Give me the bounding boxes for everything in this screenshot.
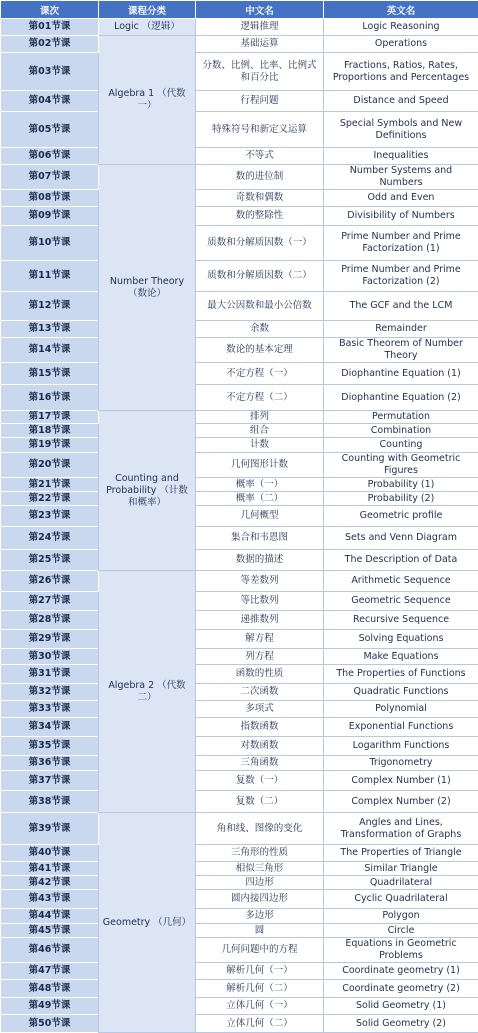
chinese-name: 多边形: [196, 909, 324, 924]
chinese-name: 数的进位制: [196, 165, 324, 190]
table-row: [1, 684, 478, 701]
lesson-number: 第42节课: [1, 876, 99, 890]
table-row: [1, 771, 478, 791]
chinese-name: 立体几何（一）: [196, 998, 324, 1015]
table-row: [1, 527, 478, 550]
table-row: [1, 737, 478, 756]
lesson-number: 第10节课: [1, 226, 99, 261]
table-row: [1, 938, 478, 963]
chinese-name: 分数、比例、比率、比例式和百分比: [196, 53, 324, 91]
english-name: Geometric profile: [324, 506, 478, 527]
chinese-name: 指数函数: [196, 718, 324, 737]
lesson-number: 第30节课: [1, 649, 99, 665]
lesson-number: 第31节课: [1, 665, 99, 684]
chinese-name: 计数: [196, 438, 324, 453]
english-name: Exponential Functions: [324, 718, 478, 737]
chinese-name: 不等式: [196, 148, 324, 165]
chinese-name: 集合和韦恩图: [196, 527, 324, 550]
table-row: [1, 385, 478, 411]
english-name: Operations: [324, 36, 478, 53]
english-name: Angles and Lines, Transformation of Graphs: [324, 813, 478, 845]
english-name: Polygon: [324, 909, 478, 924]
category-cell: Number Theory （数论）: [99, 165, 196, 411]
chinese-name: 数的整除性: [196, 207, 324, 226]
chinese-name: 解析几何（二）: [196, 980, 324, 998]
table-row: [1, 53, 478, 91]
table-row: [1, 813, 478, 845]
chinese-name: 等比数列: [196, 592, 324, 611]
table-row: [1, 338, 478, 363]
category-cell: Algebra 1 （代数一）: [99, 36, 196, 165]
english-name: The GCF and the LCM: [324, 292, 478, 321]
table-row: [1, 363, 478, 385]
lesson-number: 第41节课: [1, 862, 99, 876]
lesson-number: 第39节课: [1, 813, 99, 845]
chinese-name: 排列: [196, 411, 324, 424]
chinese-name: 解方程: [196, 630, 324, 649]
lesson-number: 第38节课: [1, 791, 99, 813]
english-name: Probability (2): [324, 492, 478, 506]
english-name: Permutation: [324, 411, 478, 424]
english-name: Geometric Sequence: [324, 592, 478, 611]
english-name: Complex Number (1): [324, 771, 478, 791]
table-row: [1, 924, 478, 938]
chinese-name: 最大公因数和最小公倍数: [196, 292, 324, 321]
lesson-number: 第48节课: [1, 980, 99, 998]
chinese-name: 复数（一）: [196, 771, 324, 791]
table-row: [1, 492, 478, 506]
table-header-row: [1, 1, 478, 19]
lesson-number: 第33节课: [1, 701, 99, 718]
lesson-number: 第05节课: [1, 112, 99, 148]
header-english-name: 英文名: [324, 1, 478, 19]
table-row: [1, 592, 478, 611]
lesson-number: 第49节课: [1, 998, 99, 1015]
english-name: Arithmetic Sequence: [324, 571, 478, 592]
english-name: Trigonometry: [324, 756, 478, 771]
chinese-name: 三角函数: [196, 756, 324, 771]
english-name: Diophantine Equation (1): [324, 363, 478, 385]
table-row: [1, 998, 478, 1015]
chinese-name: 基础运算: [196, 36, 324, 53]
english-name: Quadrilateral: [324, 876, 478, 890]
lesson-number: 第32节课: [1, 684, 99, 701]
english-name: Special Symbols and New Definitions: [324, 112, 478, 148]
chinese-name: 几何概型: [196, 506, 324, 527]
chinese-name: 概率（一）: [196, 478, 324, 492]
table-body: [1, 19, 478, 1033]
english-name: Prime Number and Prime Factorization (2): [324, 261, 478, 292]
table-row: [1, 453, 478, 478]
header-chinese-name: 中文名: [196, 1, 324, 19]
chinese-name: 三角形的性质: [196, 845, 324, 862]
english-name: Equations in Geometric Problems: [324, 938, 478, 963]
lesson-number: 第17节课: [1, 411, 99, 424]
english-name: Quadratic Functions: [324, 684, 478, 701]
english-name: The Properties of Functions: [324, 665, 478, 684]
table-row: [1, 756, 478, 771]
lesson-number: 第15节课: [1, 363, 99, 385]
lesson-number: 第12节课: [1, 292, 99, 321]
lesson-number: 第08节课: [1, 190, 99, 207]
table-row: [1, 718, 478, 737]
english-name: Inequalities: [324, 148, 478, 165]
english-name: Make Equations: [324, 649, 478, 665]
table-row: [1, 665, 478, 684]
chinese-name: 几何问题中的方程: [196, 938, 324, 963]
chinese-name: 对数函数: [196, 737, 324, 756]
chinese-name: 圆: [196, 924, 324, 938]
english-name: Circle: [324, 924, 478, 938]
english-name: Similar Triangle: [324, 862, 478, 876]
chinese-name: 四边形: [196, 876, 324, 890]
chinese-name: 几何图形计数: [196, 453, 324, 478]
lesson-number: 第46节课: [1, 938, 99, 963]
table-row: [1, 649, 478, 665]
chinese-name: 余数: [196, 321, 324, 338]
table-row: [1, 190, 478, 207]
lesson-number: 第50节课: [1, 1015, 99, 1033]
english-name: Number Systems and Numbers: [324, 165, 478, 190]
table-row: [1, 630, 478, 649]
table-row: [1, 424, 478, 438]
table-row: [1, 791, 478, 813]
lesson-number: 第27节课: [1, 592, 99, 611]
chinese-name: 相似三角形: [196, 862, 324, 876]
english-name: Solid Geometry (1): [324, 998, 478, 1015]
english-name: Solving Equations: [324, 630, 478, 649]
chinese-name: 不定方程（二）: [196, 385, 324, 411]
table-row: [1, 701, 478, 718]
english-name: Odd and Even: [324, 190, 478, 207]
lesson-number: 第47节课: [1, 963, 99, 980]
english-name: Cyclic Quadrilateral: [324, 890, 478, 909]
lesson-number: 第14节课: [1, 338, 99, 363]
table-row: [1, 19, 478, 36]
english-name: Complex Number (2): [324, 791, 478, 813]
lesson-number: 第18节课: [1, 424, 99, 438]
lesson-number: 第07节课: [1, 165, 99, 190]
english-name: Divisibility of Numbers: [324, 207, 478, 226]
english-name: Distance and Speed: [324, 91, 478, 112]
lesson-number: 第06节课: [1, 148, 99, 165]
lesson-number: 第09节课: [1, 207, 99, 226]
english-name: Counting with Geometric Figures: [324, 453, 478, 478]
table-row: [1, 292, 478, 321]
table-row: [1, 261, 478, 292]
chinese-name: 逻辑推理: [196, 19, 324, 36]
table-row: [1, 478, 478, 492]
english-name: Logarithm Functions: [324, 737, 478, 756]
table-row: [1, 963, 478, 980]
table-row: [1, 36, 478, 53]
chinese-name: 奇数和偶数: [196, 190, 324, 207]
table-row: [1, 207, 478, 226]
chinese-name: 组合: [196, 424, 324, 438]
lesson-number: 第35节课: [1, 737, 99, 756]
lesson-number: 第34节课: [1, 718, 99, 737]
chinese-name: 函数的性质: [196, 665, 324, 684]
english-name: The Description of Data: [324, 550, 478, 571]
lesson-number: 第16节课: [1, 385, 99, 411]
english-name: Diophantine Equation (2): [324, 385, 478, 411]
lesson-number: 第23节课: [1, 506, 99, 527]
category-cell: Geometry （几何）: [99, 813, 196, 1033]
table-row: [1, 845, 478, 862]
chinese-name: 数据的描述: [196, 550, 324, 571]
table-row: [1, 980, 478, 998]
chinese-name: 行程问题: [196, 91, 324, 112]
table-row: [1, 112, 478, 148]
lesson-number: 第02节课: [1, 36, 99, 53]
chinese-name: 复数（二）: [196, 791, 324, 813]
english-name: Probability (1): [324, 478, 478, 492]
table-row: [1, 91, 478, 112]
lesson-number: 第43节课: [1, 890, 99, 909]
lesson-number: 第25节课: [1, 550, 99, 571]
english-name: Basic Theorem of Number Theory: [324, 338, 478, 363]
english-name: Prime Number and Prime Factorization (1): [324, 226, 478, 261]
english-name: Remainder: [324, 321, 478, 338]
lesson-number: 第20节课: [1, 453, 99, 478]
chinese-name: 立体几何（二）: [196, 1015, 324, 1033]
table-row: [1, 571, 478, 592]
header-lesson: 课次: [1, 1, 99, 19]
english-name: Coordinate geometry (2): [324, 980, 478, 998]
lesson-number: 第11节课: [1, 261, 99, 292]
chinese-name: 等差数列: [196, 571, 324, 592]
table-row: [1, 890, 478, 909]
english-name: Counting: [324, 438, 478, 453]
table-row: [1, 321, 478, 338]
table-row: [1, 550, 478, 571]
lesson-number: 第26节课: [1, 571, 99, 592]
table-row: [1, 506, 478, 527]
lesson-number: 第29节课: [1, 630, 99, 649]
lesson-number: 第03节课: [1, 53, 99, 91]
english-name: Logic Reasoning: [324, 19, 478, 36]
english-name: Recursive Sequence: [324, 611, 478, 630]
lesson-number: 第13节课: [1, 321, 99, 338]
table-row: [1, 876, 478, 890]
chinese-name: 多项式: [196, 701, 324, 718]
header-category: 课程分类: [99, 1, 196, 19]
chinese-name: 二次函数: [196, 684, 324, 701]
chinese-name: 概率（二）: [196, 492, 324, 506]
category-cell: Counting and Probability （计数和概率）: [99, 411, 196, 571]
lesson-number: 第01节课: [1, 19, 99, 36]
lesson-number: 第22节课: [1, 492, 99, 506]
chinese-name: 解析几何（一）: [196, 963, 324, 980]
table-row: [1, 165, 478, 190]
chinese-name: 递推数列: [196, 611, 324, 630]
english-name: Fractions, Ratios, Rates, Proportions and Percentages: [324, 53, 478, 91]
chinese-name: 质数和分解质因数（一）: [196, 226, 324, 261]
english-name: Sets and Venn Diagram: [324, 527, 478, 550]
chinese-name: 列方程: [196, 649, 324, 665]
lesson-number: 第21节课: [1, 478, 99, 492]
english-name: Coordinate geometry (1): [324, 963, 478, 980]
table-row: [1, 862, 478, 876]
lesson-number: 第36节课: [1, 756, 99, 771]
table-row: [1, 438, 478, 453]
chinese-name: 圆内接四边形: [196, 890, 324, 909]
lesson-number: 第24节课: [1, 527, 99, 550]
english-name: Polynomial: [324, 701, 478, 718]
table-row: [1, 226, 478, 261]
lesson-number: 第40节课: [1, 845, 99, 862]
lesson-number: 第45节课: [1, 924, 99, 938]
chinese-name: 数论的基本定理: [196, 338, 324, 363]
lesson-number: 第37节课: [1, 771, 99, 791]
lesson-number: 第19节课: [1, 438, 99, 453]
table-row: [1, 411, 478, 424]
english-name: The Properties of Triangle: [324, 845, 478, 862]
chinese-name: 角和线、图像的变化: [196, 813, 324, 845]
category-cell: Algebra 2 （代数二）: [99, 571, 196, 813]
chinese-name: 质数和分解质因数（二）: [196, 261, 324, 292]
category-cell: Logic （逻辑）: [99, 19, 196, 36]
chinese-name: 不定方程（一）: [196, 363, 324, 385]
chinese-name: 特殊符号和新定义运算: [196, 112, 324, 148]
table-row: [1, 148, 478, 165]
lesson-number: 第28节课: [1, 611, 99, 630]
english-name: Combination: [324, 424, 478, 438]
table-row: [1, 909, 478, 924]
lesson-number: 第44节课: [1, 909, 99, 924]
english-name: Solid Geometry (2): [324, 1015, 478, 1033]
table-row: [1, 611, 478, 630]
lesson-number: 第04节课: [1, 91, 99, 112]
